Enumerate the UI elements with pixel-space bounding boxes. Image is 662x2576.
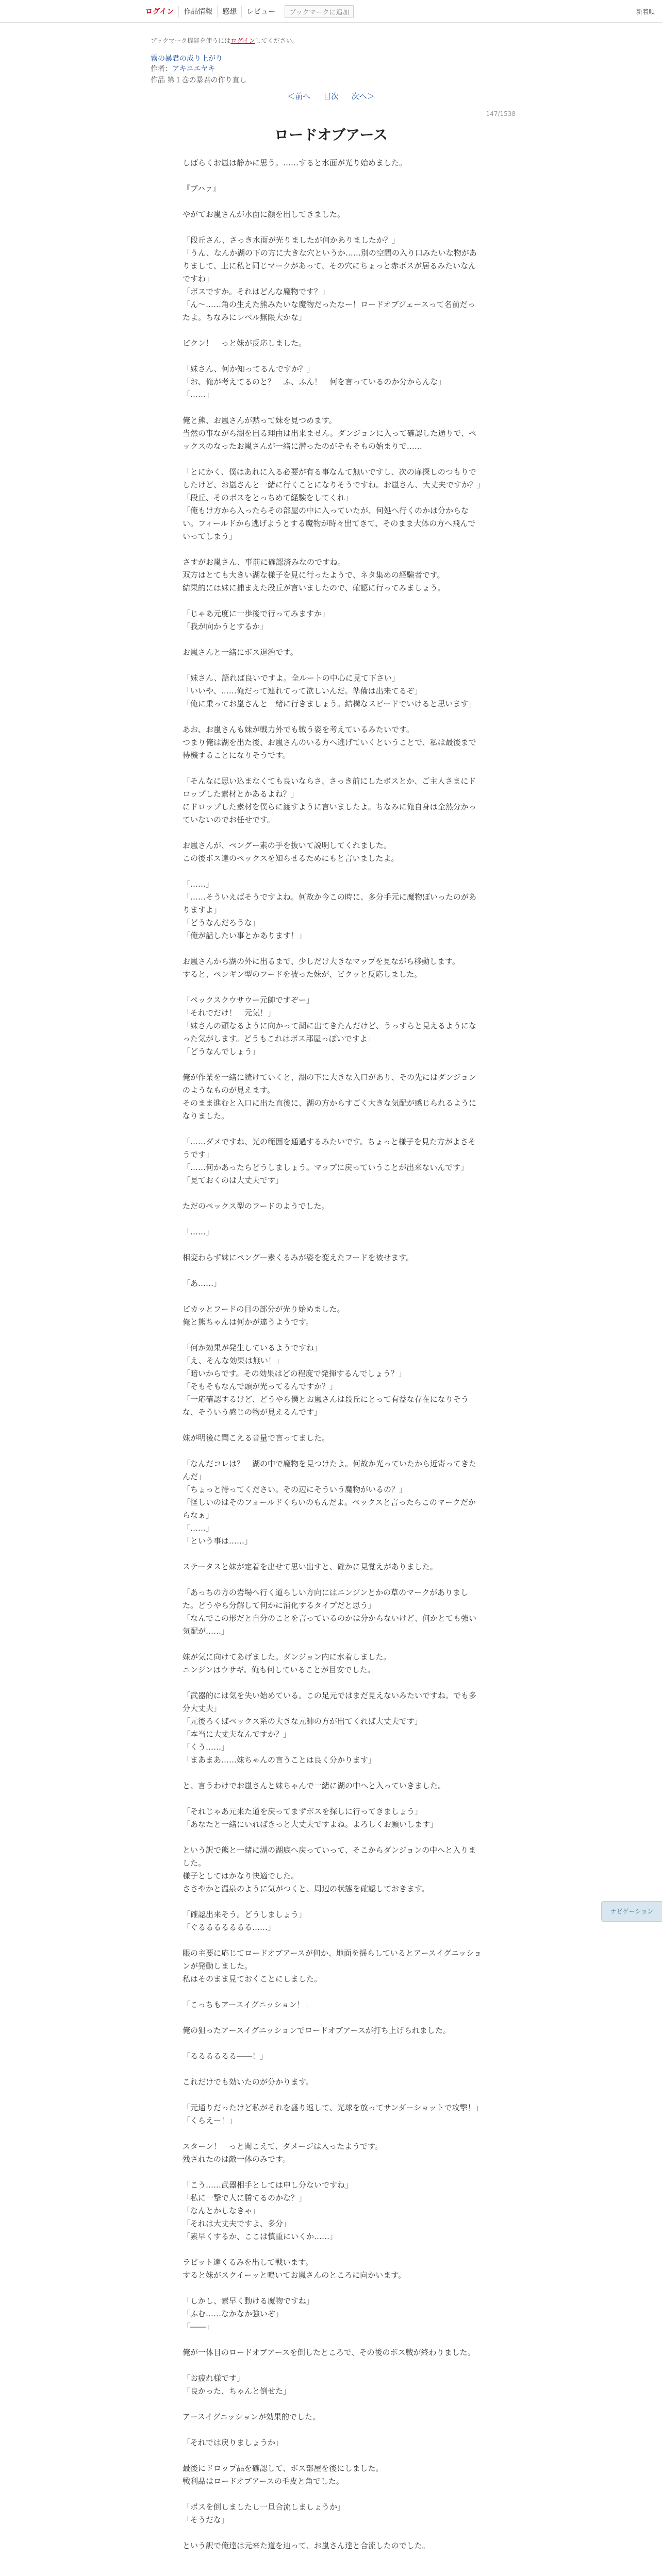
novel-paragraph bbox=[183, 1792, 482, 1805]
novel-paragraph: 「え、そんな効果は無い！」 bbox=[183, 1356, 284, 1365]
author-prefix: 作者： bbox=[151, 65, 172, 73]
novel-paragraph: アースイグニッションが効果的でした。 bbox=[183, 2412, 321, 2421]
novel-paragraph: 「ん〜……角の生えた熊みたいな魔物だったなー！ロードオブジェースって名前だったよ。ちなみにレベル無限大かな」 bbox=[183, 300, 475, 322]
novel-paragraph: 「妹さん、何か知ってるんですか？」 bbox=[183, 364, 315, 374]
novel-paragraph: 「……」 bbox=[183, 1227, 214, 1236]
novel-paragraph bbox=[183, 981, 482, 994]
novel-paragraph: 「それじゃあ元来た道を戻ってまずボスを探しに行ってきましょう」 bbox=[183, 1807, 423, 1816]
novel-paragraph: やがてお嵐さんが水面に顔を出してきました。 bbox=[183, 210, 345, 219]
novel-paragraph bbox=[183, 1638, 482, 1651]
chapter-pager-top bbox=[0, 91, 662, 101]
novel-paragraph: すると、ペンギン型のフードを被った妹が、ビクッと反応しました。 bbox=[183, 970, 422, 979]
novel-paragraph bbox=[183, 2449, 482, 2462]
novel-paragraph bbox=[183, 2333, 482, 2346]
novel-paragraph: 「なんでこの形だと自分のことを言っているのかは分からないけど、何かとても強い気配が……」 bbox=[183, 1614, 477, 1636]
novel-paragraph bbox=[183, 1895, 482, 1908]
next-chapter-link[interactable]: 次へ＞ bbox=[351, 92, 375, 101]
nav-reviews[interactable]: レビュー bbox=[246, 7, 276, 16]
novel-paragraph: 「あっちの方の岩場へ行く道らしい方向にはニンジンとかの草のマークがありました。どうやら分解して何かに消化するタイプだと思う」 bbox=[183, 1588, 469, 1610]
novel-paragraph bbox=[183, 942, 482, 955]
novel-paragraph: ピカッとフードの目の部分が光り始めました。 bbox=[183, 1304, 345, 1314]
novel-paragraph: 「ぐるるるるるるる……」 bbox=[183, 1923, 276, 1932]
novel-paragraph: 俺が一体目のロードオブアースを倒したところで、その後のボス戦が終わりました。 bbox=[183, 2348, 475, 2357]
novel-paragraph bbox=[183, 659, 482, 672]
novel-paragraph bbox=[183, 1264, 482, 1277]
novel-paragraph: 妹が気に向けてあげました。ダンジョン内に水着しました。 bbox=[183, 1652, 391, 1662]
episode-counter: 147/1538 bbox=[486, 110, 516, 117]
notice-text-after: してください。 bbox=[255, 37, 299, 44]
novel-paragraph: 「くらえー！」 bbox=[183, 2116, 237, 2125]
novel-paragraph: この後ボス達のペックスを知らせるためにもと言いましたよ。 bbox=[183, 854, 399, 863]
novel-paragraph: 「なんとかしなきゃ」 bbox=[183, 2206, 260, 2215]
series-tags: 作品 第１巻の暴君の作り直し bbox=[151, 76, 247, 84]
novel-paragraph bbox=[183, 1986, 482, 1998]
novel-paragraph: 「良かった、ちゃんと倒せた」 bbox=[183, 2386, 291, 2396]
novel-paragraph bbox=[183, 2398, 482, 2411]
floating-nav-tab[interactable]: ナビゲーション bbox=[601, 1901, 662, 1922]
novel-paragraph: お嵐さんから湖の外に出るまで、少しだけ大きなマップを見ながら移動します。 bbox=[183, 957, 460, 966]
novel-paragraph bbox=[183, 1123, 482, 1136]
novel-paragraph: お嵐さんが、ペングー素の手を抜いて説明してくれました。 bbox=[183, 841, 391, 850]
bookmark-login-notice bbox=[151, 36, 299, 45]
novel-paragraph bbox=[183, 1548, 482, 1561]
novel-paragraph bbox=[183, 2089, 482, 2102]
novel-paragraph: 「こう……武器相手としては申し分ないですね」 bbox=[183, 2180, 353, 2190]
novel-paragraph: すると妹がスクイーッと鳴いてお嵐さんのところに向かいます。 bbox=[183, 2270, 406, 2280]
novel-paragraph: 「じゃあ元度に一歩後で行ってみますか」 bbox=[183, 609, 330, 618]
novel-paragraph: 「……何かあったらどうしましょう。マップに戻っていうことが出来ないんです」 bbox=[183, 1163, 469, 1172]
novel-paragraph: 「まあまあ……妹ちゃんの言うことは良く分かります」 bbox=[183, 1755, 376, 1765]
novel-paragraph: 「妹さんの頭なるように向かって湖に出てきたんだけど、うっすらと見えるようになった気がします。どうもこれはボス部屋っぽいですよ」 bbox=[183, 1021, 477, 1043]
novel-paragraph: 「俺もけ方から入ったらその部屋の中に入っていたが、何処へ行くのかは分からない。フィールドから逃げようとする魔物が時々出てきて、そのまま大体の方へ飛んでいってしまう」 bbox=[183, 506, 476, 541]
novel-paragraph bbox=[183, 2282, 482, 2295]
index-link[interactable]: 目次 bbox=[323, 92, 339, 101]
novel-paragraph bbox=[183, 2037, 482, 2050]
novel-paragraph: 結果的には妹に捕まえた段丘が言いましたので、確認に行ってみましょう。 bbox=[183, 583, 445, 592]
novel-paragraph: 残されたのは敵一体のみです。 bbox=[183, 2155, 290, 2164]
novel-paragraph bbox=[183, 350, 482, 363]
notice-login-link[interactable]: ログイン bbox=[230, 37, 255, 44]
novel-paragraph: 「どうなんでしょう」 bbox=[183, 1047, 260, 1056]
novel-paragraph: 「武器的には気を失い始めている。この足元ではまだ見えないみたいですね。でも多分大丈夫」 bbox=[183, 1691, 477, 1713]
novel-paragraph: 「お、俺が考えてるのと？ ふ、ふん！ 何を言っているのか分からんな」 bbox=[183, 377, 446, 386]
novel-paragraph: 「ペックスクウサウー元帥ですぞー」 bbox=[183, 995, 314, 1005]
top-nav-bar bbox=[0, 0, 662, 23]
novel-paragraph: 「……」 bbox=[183, 390, 214, 399]
novel-paragraph bbox=[183, 633, 482, 646]
novel-paragraph: 「お疲れ様です」 bbox=[183, 2374, 245, 2383]
novel-paragraph: 「こっちもアースイグニッション！」 bbox=[183, 2000, 312, 2009]
novel-paragraph: 「段丘、そのボスをとっちめて経験をしてくれ」 bbox=[183, 493, 353, 502]
novel-paragraph bbox=[183, 453, 482, 466]
novel-paragraph: 「私に一撃で人に勝てるのかな？」 bbox=[183, 2193, 307, 2202]
author-link[interactable]: アキユエヤキ bbox=[172, 65, 216, 73]
novel-body bbox=[183, 157, 485, 2552]
novel-paragraph: 「とにかく、僕はあれに入る必要が有る事なんて無いですし、次の扉探しのつもりでしたけど、お嵐さんと一緒に行くことになりそうですね。お嵐さん、大丈夫ですか？」 bbox=[183, 467, 485, 489]
novel-paragraph: 「という事は……」 bbox=[183, 1536, 253, 1546]
novel-paragraph: 眼の主要に応じてロードオブアースが何か、地面を揺らしているとアースイグニッションが発動しました。 bbox=[183, 1948, 482, 1971]
novel-paragraph: 「一応確認するけど、どうやら僕とお嵐さんは段丘にとって有益な存在になりそうな、そういう感じの物が見えるんです」 bbox=[183, 1395, 469, 1417]
novel-paragraph bbox=[183, 2063, 482, 2076]
novel-paragraph bbox=[183, 543, 482, 556]
novel-paragraph bbox=[183, 1831, 482, 1844]
novel-paragraph: そのまま進むと入口に出た直後に、湖の方からすごく大きな気配が感じられるようになりました。 bbox=[183, 1098, 477, 1121]
novel-paragraph: 「ボスですか。それはどんな魔物です？」 bbox=[183, 287, 330, 296]
novel-paragraph: ささやかと温泉のように気がつくと、周辺の状態を確認しておきます。 bbox=[183, 1884, 429, 1893]
novel-paragraph bbox=[183, 1767, 482, 1780]
novel-paragraph bbox=[183, 2424, 482, 2436]
novel-paragraph: 「ふむ……なかなか強いぞ」 bbox=[183, 2309, 284, 2318]
novel-paragraph: 「……」 bbox=[183, 879, 214, 889]
novel-paragraph: と、言うわけでお嵐さんと妹ちゃんで一緒に湖の中へと入っていきました。 bbox=[183, 1781, 446, 1790]
novel-paragraph: 「我が向かうとするか」 bbox=[183, 622, 268, 631]
novel-paragraph bbox=[183, 170, 482, 182]
nav-work-info[interactable]: 作品情報 bbox=[179, 6, 218, 18]
novel-paragraph: 「なんだコレは？ 湖の中で魔物を見つけたよ。何故か光っていたから近寄ってきたんだ」 bbox=[183, 1459, 477, 1481]
novel-paragraph: 「いいや、……俺だって連れてって欲しいんだ。準備は出来てるぞ」 bbox=[183, 686, 422, 696]
novel-paragraph bbox=[183, 1239, 482, 1251]
newest-order-link[interactable]: 新着順 bbox=[636, 8, 655, 15]
novel-paragraph: 「妹さん、語れば良いですよ。全ルートの中心に見て下さい」 bbox=[183, 673, 400, 683]
novel-paragraph: お嵐さんと一緒にボス退治です。 bbox=[183, 648, 298, 657]
novel-paragraph: 「うん、なんか湖の下の方に大きな穴というか……別の空間の入り口みたいな物がありまして、上に私と同じマークがあって、その穴にちょっと赤ボスが居るみたいなんですね」 bbox=[183, 248, 477, 283]
novel-paragraph: 「しかし、素早く動ける魔物ですね」 bbox=[183, 2296, 315, 2306]
novel-paragraph: 「怪しいのはそのフォールドくらいのもんだよ。ペックスと言ったらこのマークだからなぁ」 bbox=[183, 1498, 476, 1520]
novel-paragraph: 「元通りだったけど私がそれを盛り返して、光球を放ってサンダーショットで攻撃！」 bbox=[183, 2103, 483, 2112]
novel-paragraph bbox=[183, 1058, 482, 1071]
novel-paragraph bbox=[183, 1213, 482, 1226]
top-nav-links bbox=[145, 5, 354, 18]
novel-paragraph: スターン！ っと聞こえて、ダメージは入ったようです。 bbox=[183, 2142, 383, 2151]
novel-paragraph: 妹が明後に聞こえる音量で言ってました。 bbox=[183, 1433, 330, 1443]
novel-paragraph bbox=[183, 710, 482, 723]
novel-paragraph: 「元後ろくばペックス系の大きな元帥の方が出てくれば大丈夫です」 bbox=[183, 1717, 422, 1726]
prev-chapter-link[interactable]: ＜前へ bbox=[287, 92, 311, 101]
novel-paragraph: 俺が作業を一緒に続けていくと、湖の下に大きな入口があり、その先にはダンジョンのようなものが見えます。 bbox=[183, 1073, 476, 1095]
novel-paragraph: 「ちょっと待ってください。その辺にそういう魔物がいるの？」 bbox=[183, 1485, 407, 1494]
novel-paragraph: 「……そういえばそうですよね。何故か今この時に、多分手元に魔物ぼいったのがありますよ」 bbox=[183, 892, 477, 914]
novel-paragraph bbox=[183, 1329, 482, 1342]
novel-paragraph: 「それは大丈夫ですよ、多分」 bbox=[183, 2219, 291, 2228]
novel-paragraph: 俺と熊ちゃんは何かが違うようです。 bbox=[183, 1317, 313, 1327]
novel-paragraph: 俺と熊、お嵐さんが黙って妹を見つめます。 bbox=[183, 416, 337, 425]
novel-paragraph: 「……」 bbox=[183, 1523, 214, 1533]
novel-paragraph bbox=[183, 1934, 482, 1947]
novel-paragraph bbox=[183, 2488, 482, 2501]
novel-paragraph bbox=[183, 1445, 482, 1458]
novel-paragraph: これだけでも効いたのが分かります。 bbox=[183, 2077, 313, 2087]
novel-paragraph bbox=[183, 2527, 482, 2539]
novel-paragraph: 「俺が話したい事とかあります！」 bbox=[183, 931, 307, 940]
novel-paragraph: 「そもそもなんで頭が光ってるんですか？」 bbox=[183, 1382, 338, 1391]
novel-paragraph bbox=[183, 826, 482, 839]
novel-paragraph bbox=[183, 2011, 482, 2024]
novel-paragraph bbox=[183, 2359, 482, 2372]
novel-paragraph: という訳で俺達は元来た道を辿って、お嵐さん達と合流したのでした。 bbox=[183, 2541, 430, 2550]
novel-paragraph: つまり俺は湖を出た後、お嵐さんのいる方へ逃げていくということで、私は最後まで待機することになりそうです。 bbox=[183, 738, 476, 760]
login-link[interactable]: ログイン bbox=[145, 6, 179, 18]
novel-paragraph: 「どうなんだろうな」 bbox=[183, 918, 260, 927]
novel-paragraph: ラビット達くるみを出して戦います。 bbox=[183, 2258, 313, 2267]
nav-impressions[interactable]: 感想 bbox=[218, 6, 242, 18]
novel-paragraph: 「あ……」 bbox=[183, 1279, 222, 1288]
novel-paragraph bbox=[183, 2166, 482, 2179]
novel-paragraph: 「本当に大丈夫なんですか？」 bbox=[183, 1730, 291, 1739]
novel-paragraph: 俺の狙ったアースイグニッションでロードオブアースが打ち上げられました。 bbox=[183, 2026, 451, 2035]
novel-paragraph: ステータスと妹が定着を出せて思い出すと、確かに見覚えがありました。 bbox=[183, 1562, 438, 1571]
novel-paragraph: 「あなたと一緒にいればきっと大丈夫ですよね。よろしくお願いします」 bbox=[183, 1820, 438, 1829]
novel-paragraph: 「……ダメですね、光の範囲を通過するみたいです。ちょっと様子を見た方がよさそうです」 bbox=[183, 1137, 476, 1159]
series-info bbox=[151, 54, 246, 86]
novel-paragraph bbox=[183, 1676, 482, 1689]
author-line bbox=[151, 65, 215, 73]
novel-paragraph: 「素早くするか、ここは慎重にいくか……」 bbox=[183, 2232, 338, 2241]
episode-title: ロードオブアース bbox=[274, 126, 388, 143]
novel-paragraph: 戦利品はロードオブアースの毛皮と角でした。 bbox=[183, 2477, 344, 2486]
novel-paragraph: ピクン！ っと妹が反応しました。 bbox=[183, 338, 307, 348]
novel-paragraph bbox=[183, 1290, 482, 1303]
novel-paragraph: 「何か効果が発生しているようですね」 bbox=[183, 1343, 322, 1352]
novel-paragraph bbox=[183, 324, 482, 337]
novel-paragraph: 「そうだな」 bbox=[183, 2515, 229, 2524]
novel-paragraph: ただのペックス型のフードのようでした。 bbox=[183, 1201, 329, 1211]
novel-paragraph: 「ボスを倒しましたし一旦合流しましょうか」 bbox=[183, 2502, 345, 2512]
novel-paragraph: ニンジンはウサギ。俺も何していることが目安でした。 bbox=[183, 1665, 375, 1674]
novel-paragraph bbox=[183, 762, 482, 775]
novel-paragraph: あお、お嵐さんも妹が戦力外でも戦う姿を考えているみたいです。 bbox=[183, 725, 414, 734]
novel-paragraph bbox=[183, 2243, 482, 2256]
novel-paragraph bbox=[183, 401, 482, 414]
novel-paragraph: 「見ておくのは大丈夫です」 bbox=[183, 1176, 284, 1185]
novel-paragraph: さすがお嵐さん、事前に確認済みなのですね。 bbox=[183, 557, 345, 567]
novel-paragraph: 私はそのまま見ておくことにしました。 bbox=[183, 1974, 322, 1984]
novel-paragraph bbox=[183, 195, 482, 208]
novel-paragraph: 「暗いからです。その効果はどの程度で発揮するんでしょう？」 bbox=[183, 1369, 406, 1378]
novel-paragraph: 「そんなに思い込まなくても良いならさ、さっき前にしたボスとか、ご主人さまにドロップした素材とかあるよね？」 bbox=[183, 776, 476, 799]
novel-paragraph bbox=[183, 865, 482, 878]
novel-paragraph: 「俺に乗ってお嵐さんと一緒に行きましょう。結構なスピードでいけると思います」 bbox=[183, 699, 476, 708]
novel-paragraph: 「段丘さん、さっき水面が光りましたが何かありましたか？」 bbox=[183, 235, 400, 245]
novel-paragraph bbox=[183, 1419, 482, 1432]
novel-paragraph: 『ブハァ』 bbox=[183, 184, 221, 193]
novel-paragraph: 「るるるるるる――！」 bbox=[183, 2052, 268, 2061]
novel-paragraph bbox=[183, 1573, 482, 1586]
novel-paragraph: 「確認出来そう。どうしましょう」 bbox=[183, 1910, 307, 1919]
novel-paragraph: 双方はとても大きい湖な様子を見に行ったようで、ネタ集めの経験者です。 bbox=[183, 570, 445, 580]
novel-paragraph: しばらくお嵐は静かに思う。……すると水面が光り始めました。 bbox=[183, 158, 407, 167]
novel-paragraph: 最後にドロップ品を確認して、ボス部屋を後にしました。 bbox=[183, 2464, 384, 2473]
novel-paragraph: という訳で熊と一緒に湖の湖底へ戻っていって、そこからダンジョンの中へと入りました。 bbox=[183, 1845, 476, 1868]
novel-paragraph bbox=[183, 2127, 482, 2140]
novel-paragraph: にドロップした素材を僕らに渡すように言いましたよ。ちなみに俺自身は全然分かっていないのでお任せです。 bbox=[183, 802, 476, 824]
series-title-link[interactable]: 霧の暴君の成り上がり bbox=[151, 55, 223, 63]
notice-text-before: ブックマーク機能を使うには bbox=[151, 37, 231, 44]
novel-paragraph: 「――」 bbox=[183, 2322, 214, 2331]
novel-paragraph: 様子としてはかなり快適でした。 bbox=[183, 1871, 299, 1880]
novel-paragraph: 相変わらず妹にペングー素くるみが姿を変えたフードを被せます。 bbox=[183, 1253, 414, 1262]
novel-paragraph: 「それでは戻りましょうか」 bbox=[183, 2438, 284, 2447]
novel-paragraph bbox=[183, 221, 482, 234]
add-bookmark-button[interactable]: ブックマークに追加 bbox=[285, 5, 354, 18]
novel-paragraph: 当然の事ながら湖を出る理由は出来ません。ダンジョンに入って確認した通りで、ペックスのなったお嵐さんが一緒に潜ったのがそもそもの始まりで…… bbox=[183, 429, 477, 451]
novel-paragraph bbox=[183, 1187, 482, 1200]
novel-paragraph: 「くう……」 bbox=[183, 1742, 229, 1752]
novel-paragraph bbox=[183, 595, 482, 607]
novel-paragraph: 「それでだけ！ 元気！」 bbox=[183, 1008, 276, 1018]
